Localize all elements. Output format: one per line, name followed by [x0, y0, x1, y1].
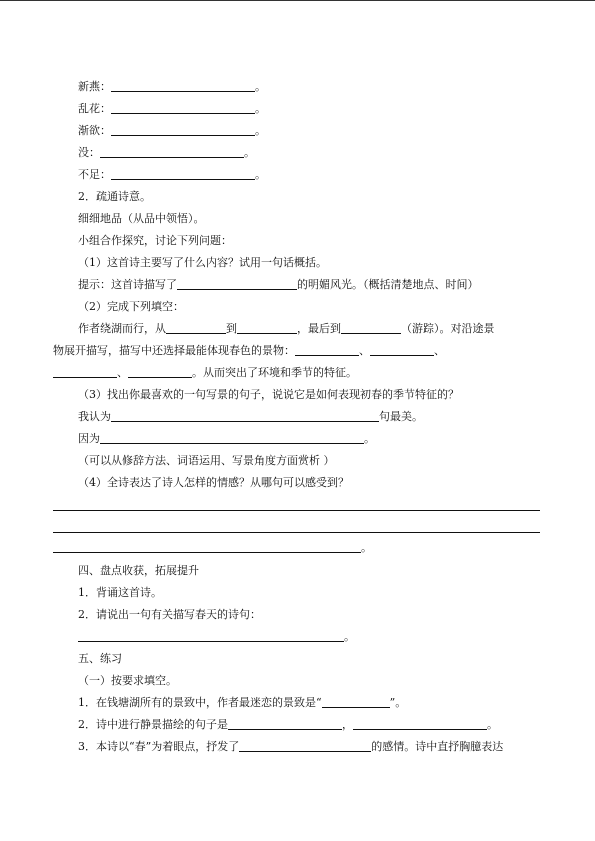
fill-text: 3．本诗以“春”为着眼点，抒发了 — [78, 740, 240, 753]
question-3: （3）找出你最喜欢的一句写景的句子，说说它是如何表现初春的季节特征的？ — [78, 388, 459, 401]
answer-blank[interactable] — [322, 696, 390, 708]
punct: 。 — [244, 146, 255, 159]
fill-text: ”。 — [389, 696, 407, 709]
answer-blank[interactable] — [100, 146, 244, 158]
answer-line[interactable] — [53, 510, 540, 511]
vocab-item — [78, 102, 266, 116]
detail-reading: 细细地品（从品中领悟）。 — [78, 212, 205, 225]
fill-text: （游踪）。对沿途景 — [401, 322, 495, 335]
fill-text: 作者绕湖而行，从 — [78, 322, 166, 335]
fill-text: 因为 — [78, 432, 100, 445]
group-discussion: 小组合作探究，讨论下列问题： — [78, 234, 232, 247]
hint-text: 的明媚风光。（概括清楚地点、时间） — [297, 278, 479, 291]
answer-blank[interactable] — [100, 432, 364, 444]
exercise-3 — [78, 740, 503, 754]
answer-blank[interactable] — [111, 102, 255, 114]
punct: 。 — [487, 718, 498, 731]
answer-blank[interactable] — [237, 322, 297, 334]
poem-answer-line — [78, 630, 355, 644]
answer-blank[interactable] — [239, 740, 371, 752]
question-4: （4）全诗表达了诗人怎样的情感？从哪句可以感受到？ — [78, 476, 349, 489]
fill-text: 我认为 — [78, 410, 111, 423]
vocab-term: 没： — [78, 146, 100, 159]
question-2: （2）完成下列填空： — [78, 300, 184, 313]
answer-blank[interactable] — [341, 322, 401, 334]
hint-line — [78, 278, 479, 292]
answer-blank[interactable] — [53, 366, 117, 378]
vocab-term: 渐欲： — [78, 124, 111, 137]
appreciation-tip: （可以从修辞方法、词语运用、写景角度方面赏析 ） — [78, 454, 335, 467]
answer-blank[interactable] — [111, 124, 255, 136]
answer-blank[interactable] — [177, 278, 297, 290]
section-5-sub: （一）按要求填空。 — [78, 674, 177, 687]
answer-blank[interactable] — [295, 344, 359, 356]
punct: 、 — [359, 344, 370, 357]
answer-blank[interactable] — [111, 410, 379, 422]
vocab-item — [78, 124, 266, 138]
punct: 。 — [255, 124, 266, 137]
answer-blank[interactable] — [111, 168, 255, 180]
punct: ， — [342, 718, 353, 731]
answer-blank[interactable] — [353, 718, 487, 730]
answer-blank[interactable] — [370, 344, 434, 356]
answer-line[interactable] — [53, 532, 540, 533]
vocab-item — [78, 146, 255, 160]
answer-blank[interactable] — [53, 541, 361, 553]
fill-text: ，最后到 — [297, 322, 341, 335]
answer-blank[interactable] — [78, 630, 344, 642]
fill-text: 到 — [226, 322, 237, 335]
fill-text: 。从而突出了环境和季节的特征。 — [192, 366, 357, 379]
hint-text: 提示：这首诗描写了 — [78, 278, 177, 291]
exercise-2 — [78, 718, 498, 732]
fill-text: 2．诗中进行静景描绘的句子是 — [78, 718, 228, 731]
fill-line-3 — [53, 366, 357, 380]
punct: 。 — [361, 541, 372, 554]
vocab-term: 乱花： — [78, 102, 111, 115]
fill-line-1 — [78, 322, 495, 336]
fill-text: 1．在钱塘湖所有的景致中，作者最迷恋的景致是“ — [78, 696, 322, 709]
answer-blank[interactable] — [111, 80, 255, 92]
section-4-item-2: 2．请说出一句有关描写春天的诗句： — [78, 608, 261, 621]
vocab-term: 新燕： — [78, 80, 111, 93]
vocab-term: 不足： — [78, 168, 111, 181]
exercise-1 — [78, 696, 406, 710]
punct: 、 — [117, 366, 128, 379]
section-5-heading: 五、练习 — [78, 652, 122, 665]
punct: 。 — [255, 102, 266, 115]
answer-blank[interactable] — [166, 322, 226, 334]
section-4-heading: 四、盘点收获，拓展提升 — [78, 564, 199, 577]
because-line — [78, 432, 375, 446]
vocab-item — [78, 168, 266, 182]
section-4-item-1: 1．背诵这首诗。 — [78, 586, 162, 599]
fill-text: 的感情。诗中直抒胸臆表达 — [371, 740, 504, 753]
fill-text: 句最美。 — [379, 410, 423, 423]
punct: 。 — [344, 630, 355, 643]
punct: 。 — [364, 432, 375, 445]
favorite-line — [78, 410, 423, 424]
page-top-border — [0, 0, 595, 1]
punct: 。 — [255, 80, 266, 93]
answer-line-last — [53, 541, 372, 555]
answer-blank[interactable] — [228, 718, 342, 730]
fill-line-2 — [53, 344, 445, 358]
vocab-item — [78, 80, 266, 94]
answer-blank[interactable] — [128, 366, 192, 378]
fill-text: 物展开描写，描写中还选择最能体现春色的景物： — [53, 344, 295, 357]
step-2: 2．疏通诗意。 — [78, 190, 151, 203]
question-1: （1）这首诗主要写了什么内容？试用一句话概括。 — [78, 256, 327, 269]
punct: 、 — [434, 344, 445, 357]
punct: 。 — [255, 168, 266, 181]
